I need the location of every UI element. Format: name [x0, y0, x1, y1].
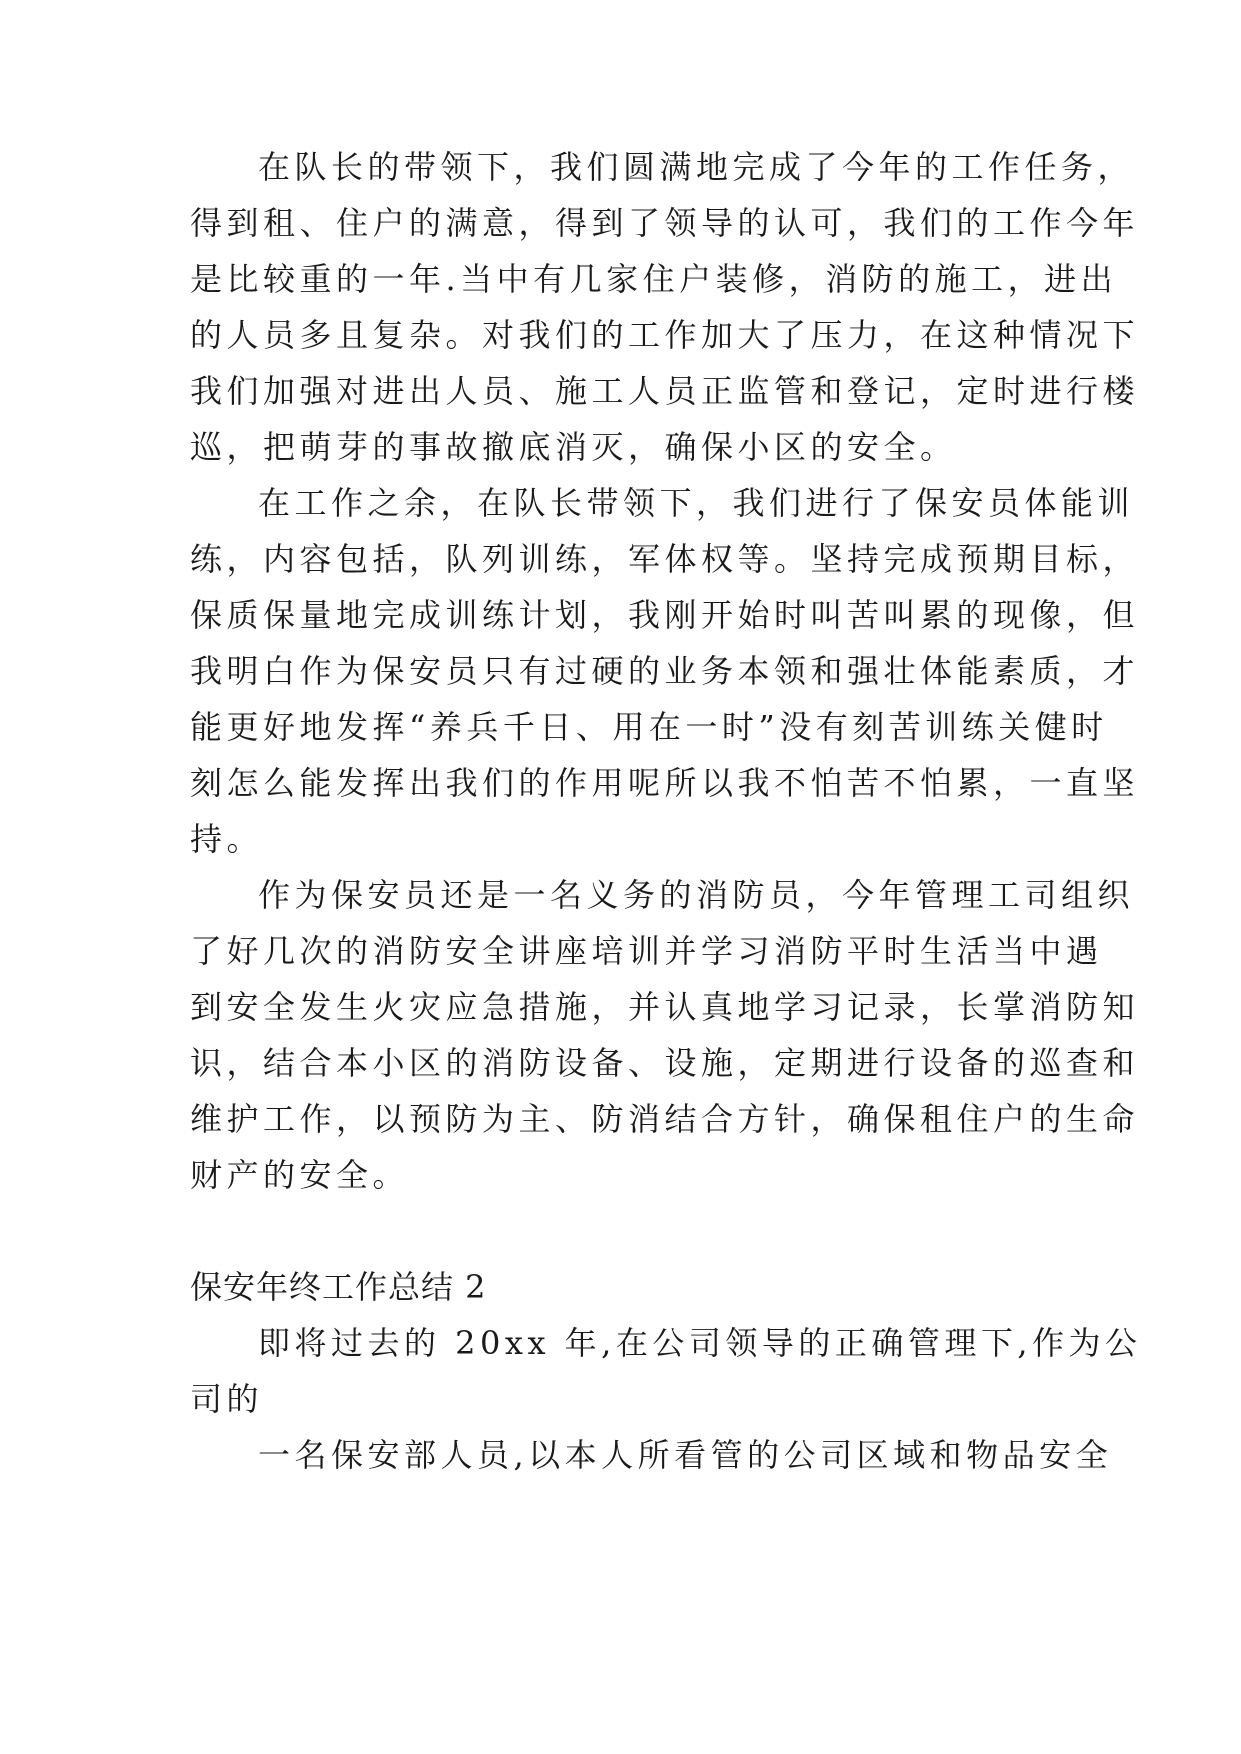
paragraph-1-line-4: 的人员多且复杂。对我们的工作加大了压力，在这种情况下 [190, 316, 1140, 354]
paragraph-3-line-6: 财产的安全。 [190, 1156, 410, 1194]
paragraph-2-line-7: 持。 [190, 820, 264, 858]
paragraph-1-line-3: 是比较重的一年.当中有几家住户装修，消防的施工，进出 [190, 260, 1118, 298]
paragraph-1-line-6: 巡，把萌芽的事故撤底消灭，确保小区的安全。 [190, 428, 957, 466]
paragraph-3-line-5: 维护工作，以预防为主、防消结合方针，确保租住户的生命 [190, 1100, 1140, 1138]
paragraph-1-line-5: 我们加强对进出人员、施工人员正监管和登记，定时进行楼 [190, 372, 1140, 410]
paragraph-2-line-4: 我明白作为保安员只有过硬的业务本领和强壮体能素质，才 [190, 652, 1140, 690]
paragraph-3-line-3: 到安全发生火灾应急措施，并认真地学习记录，长掌消防知 [190, 988, 1140, 1026]
paragraph-2-line-6: 刻怎么能发挥出我们的作用呢所以我不怕苦不怕累，一直坚 [190, 764, 1140, 802]
paragraph-3-line-4: 识，结合本小区的消防设备、设施，定期进行设备的巡查和 [190, 1044, 1140, 1082]
section-paragraph-2-line-1: 一名保安部人员,以本人所看管的公司区域和物品安全 [258, 1436, 1113, 1474]
section-title: 保安年终工作总结 2 [190, 1268, 487, 1306]
paragraph-1-line-1: 在队长的带领下，我们圆满地完成了今年的工作任务， [258, 148, 1135, 186]
paragraph-2-line-5: 能更好地发挥“养兵千日、用在一时”没有刻苦训练关健时 [190, 708, 1108, 746]
paragraph-3-line-2: 了好几次的消防安全讲座培训并学习消防平时生活当中遇 [190, 932, 1103, 970]
section-paragraph-1-line-2: 司的 [190, 1380, 264, 1418]
paragraph-2-line-3: 保质保量地完成训练计划，我刚开始时叫苦叫累的现像，但 [190, 596, 1140, 634]
paragraph-3-line-1: 作为保安员还是一名义务的消防员，今年管理工司组织 [258, 876, 1135, 914]
section-paragraph-1-line-1: 即将过去的 20xx 年,在公司领导的正确管理下,作为公 [258, 1324, 1142, 1362]
paragraph-2-line-1: 在工作之余，在队长带领下，我们进行了保安员体能训 [258, 484, 1135, 522]
paragraph-1-line-2: 得到租、住户的满意，得到了领导的认可，我们的工作今年 [190, 204, 1140, 242]
paragraph-2-line-2: 练，内容包括，队列训练，军体权等。坚持完成预期目标， [190, 540, 1140, 578]
